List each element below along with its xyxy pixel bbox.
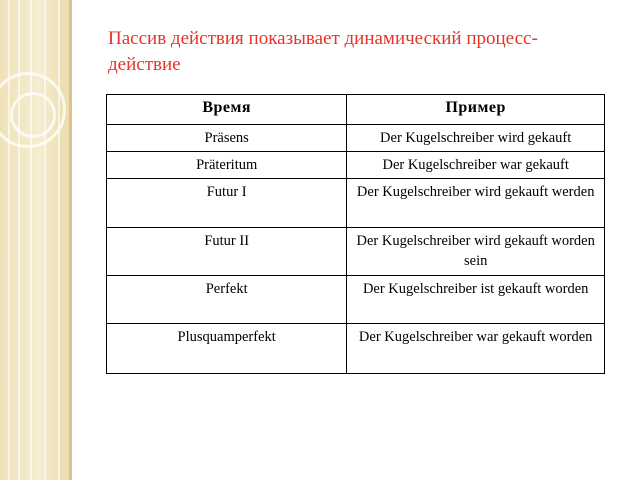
- header-time: Время: [107, 95, 347, 125]
- decorative-side-strip: [0, 0, 72, 480]
- table-row: [107, 228, 605, 276]
- example-cell: Der Kugelschreiber wird gekauft worden sein: [347, 228, 605, 276]
- decorative-ring-small: [10, 92, 56, 138]
- table-row: [107, 125, 605, 152]
- example-cell: Der Kugelschreiber war gekauft: [347, 152, 605, 179]
- tense-cell: Futur II: [107, 228, 347, 276]
- tense-cell: Plusquamperfekt: [107, 324, 347, 374]
- slide-title: Пассив действия показывает динамический процесс-действие: [108, 28, 538, 75]
- table-row: [107, 179, 605, 228]
- table-row: [107, 324, 605, 374]
- tense-cell: Präsens: [107, 125, 347, 152]
- tense-cell: Präteritum: [107, 152, 347, 179]
- table-row: [107, 276, 605, 324]
- tense-cell: Futur I: [107, 179, 347, 228]
- tense-examples-table: [106, 94, 605, 374]
- example-cell: Der Kugelschreiber wird gekauft werden: [347, 179, 605, 228]
- example-cell: Der Kugelschreiber war gekauft worden: [347, 324, 605, 374]
- example-cell: Der Kugelschreiber ist gekauft worden: [347, 276, 605, 324]
- tense-cell: Perfekt: [107, 276, 347, 324]
- table-row: [107, 152, 605, 179]
- header-example: Пример: [347, 95, 605, 125]
- table-header-row: [107, 95, 605, 125]
- example-cell: Der Kugelschreiber wird gekauft: [347, 125, 605, 152]
